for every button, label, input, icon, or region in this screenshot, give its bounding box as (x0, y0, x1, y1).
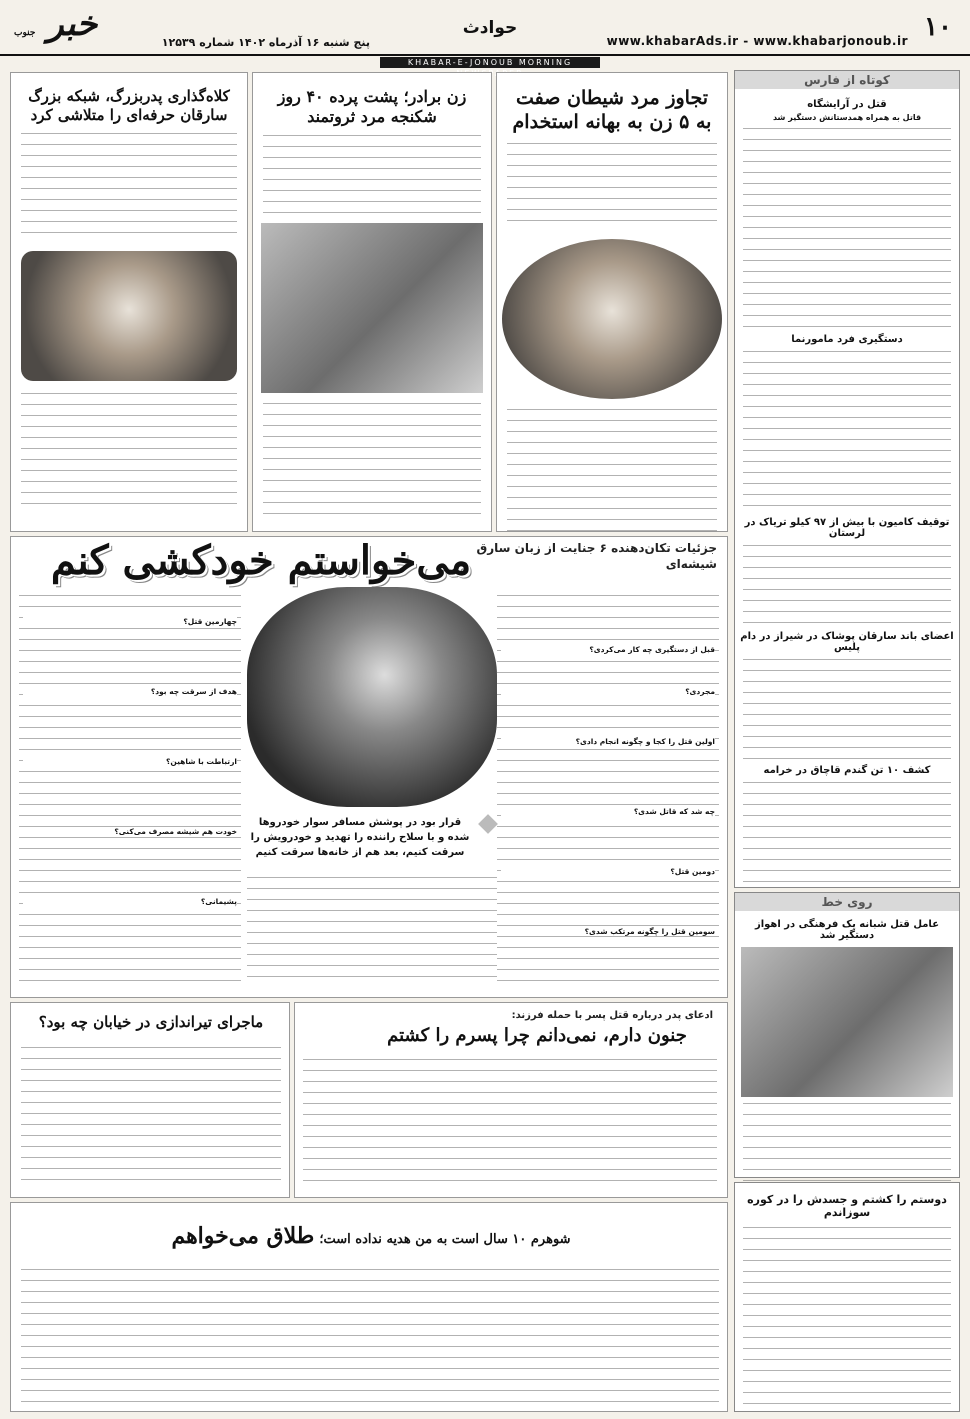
sidebar-item-title[interactable]: توقیف کامیون با بیش از ۹۷ کیلو تریاک در لرستان (744, 517, 950, 539)
issue-date: پنج شنبه ۱۶ آذرماه ۱۴۰۲ شماره ۱۲۵۳۹ (161, 36, 370, 49)
feature-question: اولین قتل را کجا و چگونه انجام دادی؟ (501, 737, 715, 746)
pullquote-marker (478, 814, 498, 834)
sidebar-header: کوتاه از فارس (735, 71, 959, 89)
feature-question: سومین قتل را چگونه مرتکب شدی؟ (501, 927, 715, 936)
article-sister-in-law (252, 72, 492, 532)
newspaper-logo (14, 4, 124, 48)
gun-photo (247, 587, 497, 807)
covered-face-photo (502, 239, 722, 399)
article-text (21, 393, 237, 513)
feature-question: پشیمانی؟ (23, 897, 237, 906)
masthead-band: KHABAR-E-JONOUB MORNING (380, 57, 600, 68)
sidebar-item-title[interactable]: دوستم را کشتم و جسدش را در کوره سوزاندم (747, 1193, 947, 1219)
sidebar-item-title[interactable]: کشف ۱۰ تن گندم قاچاق در خرامه (763, 765, 931, 776)
phone-photo (21, 251, 237, 381)
article-headline[interactable]: ماجرای تیراندازی در خیابان چه بود؟ (38, 1013, 264, 1031)
feature-kicker: جزئیات تکان‌دهنده ۶ جنایت از زبان سارق شیشه‌ای (476, 541, 717, 571)
article-text (263, 403, 481, 523)
section-title: حوادث (462, 18, 518, 38)
article-text (21, 1047, 281, 1189)
article-divorce (10, 1202, 728, 1412)
sidebar-short-news (734, 70, 960, 888)
feature-text-center (247, 877, 497, 987)
feature-text-left (19, 595, 241, 987)
article-kicker: شوهرم ۱۰ سال است به من هدیه نداده است؛ (319, 1232, 571, 1247)
logo-text: خبر (47, 4, 98, 44)
article-text (263, 135, 481, 215)
article-headline[interactable]: تجاوز مرد شیطان صفت به ۵ زن به بهانه استخدام (512, 87, 712, 133)
article-text (743, 351, 951, 511)
feature-question: چهارمین قتل؟ (23, 617, 237, 626)
article-kicker: ادعای پدر درباره قتل پسر با حمله فرزند: (511, 1010, 713, 1021)
masthead (0, 0, 970, 56)
police-photo (741, 947, 953, 1097)
article-headline[interactable]: جنون دارم، نمی‌دانم چرا پسرم را کشتم (387, 1025, 687, 1046)
sidebar-header: روی خط (735, 893, 959, 911)
sidebar-item-title[interactable]: اعضای باند سارقان پوشاک در شیراز در دام پلیس (740, 631, 954, 653)
article-text (507, 143, 717, 231)
sidebar-item-title[interactable]: عامل قتل شبانه یک فرهنگی در اهواز دستگیر شد (754, 919, 940, 941)
article-text (21, 1269, 719, 1405)
article-text (303, 1059, 717, 1189)
site-urls[interactable]: www.khabarAds.ir - www.khabarjonoub.ir (606, 34, 908, 48)
article-headline[interactable]: طلاق می‌خواهم (171, 1223, 315, 1249)
article-grandfather (10, 72, 248, 532)
sidebar-on-line (734, 892, 960, 1178)
feature-question: قبل از دستگیری چه کار می‌کردی؟ (501, 645, 715, 654)
article-text (507, 409, 717, 539)
article-text (743, 128, 951, 328)
article-text (743, 1227, 951, 1407)
handcuff-photo (261, 223, 483, 393)
feature-question: چه شد که قاتل شدی؟ (501, 807, 715, 816)
sidebar-item-subtitle: قاتل به همراه همدستانش دستگیر شد (772, 113, 922, 122)
article-text (743, 659, 951, 759)
feature-question: هدف از سرقت چه بود؟ (23, 687, 237, 696)
feature-question: ارتباطت با شاهین؟ (23, 757, 237, 766)
article-text (743, 782, 951, 882)
article-assault (496, 72, 728, 532)
feature-story (10, 536, 728, 998)
sidebar-item-title[interactable]: قتل در آرایشگاه (807, 99, 887, 110)
sidebar-item-title[interactable]: دستگیری فرد مامورنما (791, 334, 903, 345)
feature-headline[interactable]: می‌خواستم خودکشی کنم (50, 537, 472, 584)
article-father (294, 1002, 728, 1198)
article-headline[interactable]: کلاه‌گذاری پدربزرگ، شبکه بزرگ سارقان حرفه‌ای را متلاشی کرد (28, 87, 230, 124)
feature-question: دومین قتل؟ (501, 867, 715, 876)
article-headline-row (91, 1223, 651, 1259)
feature-pullquote: قرار بود در پوشش مسافر سوار خودروها شده و با سلاح راننده را تهدید و خودرویش را سرقت کنیم، بعد هم از خانه‌ها سرقت کنیم (250, 817, 470, 858)
logo-subtext: جنوب (14, 28, 36, 38)
feature-question: مجردی؟ (501, 687, 715, 696)
article-headline[interactable]: زن برادر؛ پشت پرده ۴۰ روز شکنجه مرد ثروتمند (277, 87, 467, 126)
feature-question: خودت هم شیشه مصرف می‌کنی؟ (23, 827, 237, 836)
article-text (743, 545, 951, 625)
article-shooting (10, 1002, 290, 1198)
article-text (21, 133, 237, 243)
page-number: ۱۰ (924, 12, 952, 42)
article-text (743, 1103, 951, 1183)
sidebar-kiln-murder (734, 1182, 960, 1412)
